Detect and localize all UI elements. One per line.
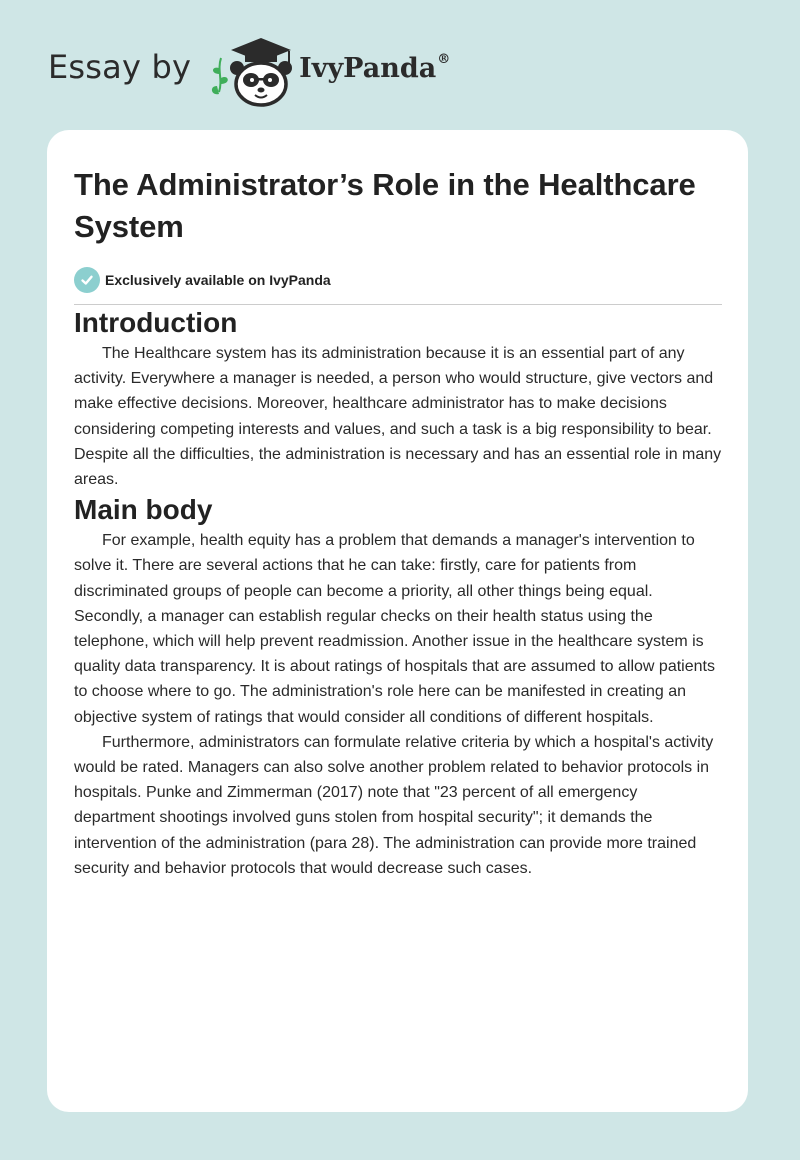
brand-text: IvyPanda [299, 53, 437, 84]
panda-graduate-logo-icon[interactable] [205, 30, 297, 110]
brand-name[interactable] [299, 52, 450, 84]
exclusive-label: Exclusively available on IvyPanda [105, 272, 331, 288]
ivy-leaf-icon [212, 58, 228, 94]
registered-mark: ® [437, 52, 451, 67]
section-heading-main-body: Main body [74, 494, 213, 526]
paragraph-main-body-1: For example, health equity has a problem that demands a manager's intervention to solve it. There are several actions that he can take: firstly, care for patients from discriminated groups of people can become a priority, all other things being equal. Secondly, a manager can establish regular checks on their health status using the telephone, which will help prevent readmission. Another issue in the healthcare system is quality data transparency. It is about ratings of hospitals that are assumed to allow patients to choose where to go. The administration's role here can be manifested in creating an objective system of ratings that would consider all conditions of different hospitals. [74, 532, 715, 726]
site-header [48, 30, 748, 110]
essay-by-label: Essay by [48, 48, 192, 86]
essay-content [74, 164, 722, 881]
essay-title: The Administrator’s Role in the Healthcare System [74, 167, 696, 244]
section-heading-introduction: Introduction [74, 307, 238, 338]
exclusive-badge [74, 266, 722, 294]
check-icon [74, 267, 100, 293]
essay-card [47, 130, 748, 1112]
paragraph-main-body-2: Furthermore, administrators can formulate relative criteria by which a hospital's activity would be rated. Managers can also solve another problem related to behavior protocols in hospitals. Punke and Zimmerman (2017) note that "23 percent of all emergency department shootings involved guns stolen from hospital security"; it demands the intervention of the administration (para 28). The administration can provide more trained security and behavior protocols that would decrease such cases. [74, 733, 714, 877]
paragraph-introduction: The Healthcare system has its administration because it is an essential part of any activity. Everywhere a manager is needed, a person who would structure, give vectors and make effective decisions. Moreover, healthcare administrator has to make decisions considering competing interests and values, and such a task is a big responsibility to bear. Despite all the difficulties, the administration is necessary and has an essential role in many areas. [74, 345, 722, 489]
